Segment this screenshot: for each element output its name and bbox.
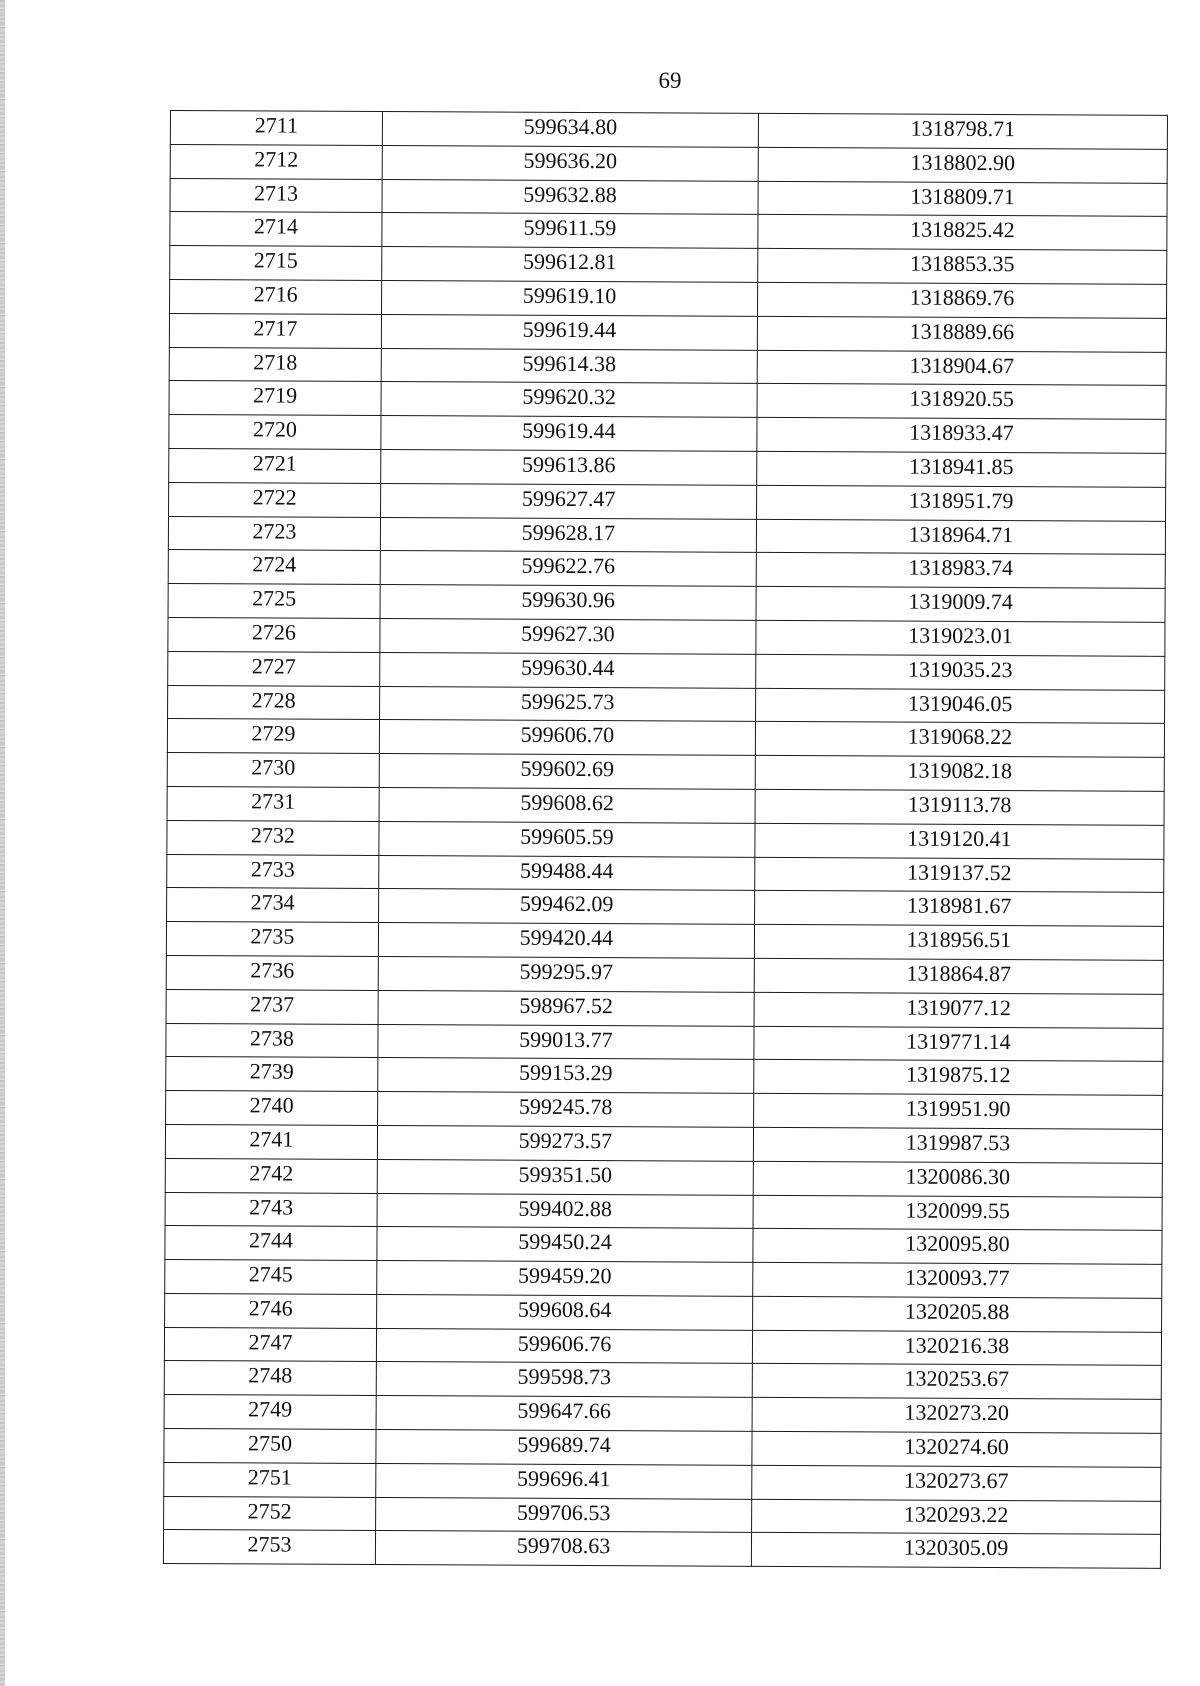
x-coordinate-cell: 599620.32 [381,382,757,418]
y-coordinate-cell: 1319068.22 [755,722,1164,758]
point-id-cell: 2736 [166,955,378,990]
x-coordinate-cell: 599245.78 [378,1092,754,1128]
point-id-cell: 2734 [167,888,379,923]
y-coordinate-cell: 1319875.12 [754,1060,1163,1096]
y-coordinate-cell: 1320293.22 [752,1499,1161,1535]
table-row [169,482,1166,521]
point-id-cell: 2718 [169,347,381,382]
table-row [169,381,1166,420]
x-coordinate-cell: 599606.76 [376,1328,752,1364]
point-id-cell: 2743 [165,1192,377,1227]
x-coordinate-cell: 599613.86 [381,450,757,486]
x-coordinate-cell: 599013.77 [378,1024,754,1060]
point-id-cell: 2749 [164,1395,376,1430]
point-id-cell: 2719 [169,381,381,416]
y-coordinate-cell: 1319951.90 [754,1093,1163,1129]
point-id-cell: 2751 [164,1462,376,1497]
table-row [164,1462,1161,1501]
table-row [164,1327,1161,1366]
point-id-cell: 2741 [165,1124,377,1159]
y-coordinate-cell: 1320274.60 [752,1431,1161,1467]
point-id-cell: 2726 [168,617,380,652]
table-row [169,313,1166,352]
y-coordinate-cell: 1318809.71 [758,181,1167,217]
point-id-cell: 2716 [170,279,382,314]
point-id-cell: 2711 [170,111,382,146]
x-coordinate-cell: 599619.44 [381,416,757,452]
y-coordinate-cell: 1318825.42 [758,215,1167,251]
y-coordinate-cell: 1318983.74 [756,553,1165,589]
x-coordinate-cell: 599605.59 [379,821,755,857]
x-coordinate-cell: 599630.96 [380,585,756,621]
table-row [169,415,1166,454]
point-id-cell: 2723 [168,516,380,551]
x-coordinate-cell: 599627.30 [380,618,756,654]
point-id-cell: 2740 [166,1091,378,1126]
table-row [166,1091,1163,1130]
table-row [167,820,1164,859]
y-coordinate-cell: 1318798.71 [758,113,1167,149]
table-row [168,550,1165,589]
x-coordinate-cell: 599606.70 [379,720,755,756]
table-row [163,1530,1160,1569]
y-coordinate-cell: 1318951.79 [757,485,1166,521]
x-coordinate-cell: 599628.17 [380,517,756,553]
table-row [165,1124,1162,1163]
x-coordinate-cell: 599627.47 [381,483,757,519]
x-coordinate-cell: 599402.88 [377,1193,753,1229]
point-id-cell: 2742 [165,1158,377,1193]
table-row [165,1192,1162,1231]
x-coordinate-cell: 599630.44 [380,652,756,688]
x-coordinate-cell: 599634.80 [382,112,758,148]
point-id-cell: 2748 [164,1361,376,1396]
y-coordinate-cell: 1318941.85 [757,451,1166,487]
point-id-cell: 2735 [166,922,378,957]
point-id-cell: 2745 [165,1260,377,1295]
y-coordinate-cell: 1319077.12 [754,992,1163,1028]
point-id-cell: 2750 [164,1429,376,1464]
table-row [170,212,1167,251]
coordinates-table-body [163,111,1167,1569]
x-coordinate-cell: 599619.10 [382,281,758,317]
y-coordinate-cell: 1320273.67 [752,1465,1161,1501]
y-coordinate-cell: 1319035.23 [756,654,1165,690]
x-coordinate-cell: 599420.44 [378,923,754,959]
table-row [165,1158,1162,1197]
point-id-cell: 2729 [167,719,379,754]
table-row [168,651,1165,690]
table-row [166,1057,1163,1096]
point-id-cell: 2744 [165,1226,377,1261]
table-row [166,922,1163,961]
x-coordinate-cell: 599708.63 [375,1531,751,1567]
point-id-cell: 2730 [167,753,379,788]
table-row [170,279,1167,318]
point-id-cell: 2724 [168,550,380,585]
y-coordinate-cell: 1319771.14 [754,1026,1163,1062]
point-id-cell: 2722 [169,482,381,517]
x-coordinate-cell: 599625.73 [380,686,756,722]
y-coordinate-cell: 1318802.90 [758,147,1167,183]
x-coordinate-cell: 599619.44 [381,314,757,350]
x-coordinate-cell: 599608.64 [377,1294,753,1330]
point-id-cell: 2713 [170,178,382,213]
x-coordinate-cell: 599632.88 [382,179,758,215]
table-row [169,347,1166,386]
y-coordinate-cell: 1318853.35 [758,249,1167,285]
y-coordinate-cell: 1318864.87 [754,958,1163,994]
x-coordinate-cell: 599459.20 [377,1261,753,1297]
y-coordinate-cell: 1319009.74 [756,587,1165,623]
table-row [169,448,1166,487]
y-coordinate-cell: 1318956.51 [754,924,1163,960]
point-id-cell: 2715 [170,246,382,281]
x-coordinate-cell: 599351.50 [377,1159,753,1195]
coordinates-table [163,110,1168,1569]
x-coordinate-cell: 599696.41 [376,1463,752,1499]
table-row [164,1429,1161,1468]
table-row [164,1496,1161,1535]
y-coordinate-cell: 1318869.76 [757,282,1166,318]
table-row [164,1361,1161,1400]
y-coordinate-cell: 1320095.80 [753,1229,1162,1265]
y-coordinate-cell: 1318981.67 [755,891,1164,927]
table-row [167,854,1164,893]
x-coordinate-cell: 599602.69 [379,754,755,790]
x-coordinate-cell: 599598.73 [376,1362,752,1398]
table-row [170,246,1167,285]
point-id-cell: 2721 [169,448,381,483]
y-coordinate-cell: 1318889.66 [757,316,1166,352]
point-id-cell: 2733 [167,854,379,889]
y-coordinate-cell: 1318933.47 [757,418,1166,454]
point-id-cell: 2728 [168,685,380,720]
table-row [167,786,1164,825]
table-row [167,753,1164,792]
point-id-cell: 2720 [169,415,381,450]
point-id-cell: 2717 [169,313,381,348]
point-id-cell: 2725 [168,584,380,619]
x-coordinate-cell: 599611.59 [382,213,758,249]
y-coordinate-cell: 1319046.05 [756,688,1165,724]
point-id-cell: 2753 [163,1530,375,1565]
x-coordinate-cell: 599614.38 [381,348,757,384]
x-coordinate-cell: 598967.52 [378,990,754,1026]
scan-edge-shadow [0,0,5,1686]
page-number: 69 [658,68,682,93]
table-row [166,1023,1163,1062]
x-coordinate-cell: 599647.66 [376,1396,752,1432]
y-coordinate-cell: 1320086.30 [753,1161,1162,1197]
table-row [166,989,1163,1028]
x-coordinate-cell: 599462.09 [379,889,755,925]
table-row [170,111,1167,150]
y-coordinate-cell: 1318964.71 [756,519,1165,555]
x-coordinate-cell: 599636.20 [382,145,758,181]
x-coordinate-cell: 599153.29 [378,1058,754,1094]
x-coordinate-cell: 599488.44 [379,855,755,891]
y-coordinate-cell: 1320099.55 [753,1195,1162,1231]
point-id-cell: 2746 [165,1293,377,1328]
point-id-cell: 2752 [164,1496,376,1531]
y-coordinate-cell: 1319113.78 [755,789,1164,825]
y-coordinate-cell: 1320216.38 [752,1330,1161,1366]
table-row [168,584,1165,623]
y-coordinate-cell: 1320205.88 [753,1296,1162,1332]
table-row [168,685,1165,724]
point-id-cell: 2747 [164,1327,376,1362]
y-coordinate-cell: 1320273.20 [752,1398,1161,1434]
point-id-cell: 2739 [166,1057,378,1092]
point-id-cell: 2737 [166,989,378,1024]
table-row [164,1395,1161,1434]
point-id-cell: 2732 [167,820,379,855]
y-coordinate-cell: 1319987.53 [753,1127,1162,1163]
x-coordinate-cell: 599689.74 [376,1430,752,1466]
table-row [165,1293,1162,1332]
x-coordinate-cell: 599273.57 [377,1125,753,1161]
y-coordinate-cell: 1319137.52 [755,857,1164,893]
y-coordinate-cell: 1319023.01 [756,620,1165,656]
table-row [170,144,1167,183]
y-coordinate-cell: 1318904.67 [757,350,1166,386]
y-coordinate-cell: 1320093.77 [753,1262,1162,1298]
table-row [167,888,1164,927]
y-coordinate-cell: 1319120.41 [755,823,1164,859]
point-id-cell: 2727 [168,651,380,686]
y-coordinate-cell: 1320305.09 [751,1533,1160,1569]
x-coordinate-cell: 599608.62 [379,787,755,823]
x-coordinate-cell: 599295.97 [378,956,754,992]
point-id-cell: 2714 [170,212,382,247]
table-row [165,1260,1162,1299]
y-coordinate-cell: 1318920.55 [757,384,1166,420]
y-coordinate-cell: 1320253.67 [752,1364,1161,1400]
table-row [167,719,1164,758]
table-row [166,955,1163,994]
point-id-cell: 2731 [167,786,379,821]
point-id-cell: 2738 [166,1023,378,1058]
y-coordinate-cell: 1319082.18 [755,756,1164,792]
x-coordinate-cell: 599706.53 [376,1497,752,1533]
table-row [165,1226,1162,1265]
point-id-cell: 2712 [170,144,382,179]
table-row [168,516,1165,555]
x-coordinate-cell: 599622.76 [380,551,756,587]
x-coordinate-cell: 599450.24 [377,1227,753,1263]
table-row [170,178,1167,217]
table-row [168,617,1165,656]
x-coordinate-cell: 599612.81 [382,247,758,283]
